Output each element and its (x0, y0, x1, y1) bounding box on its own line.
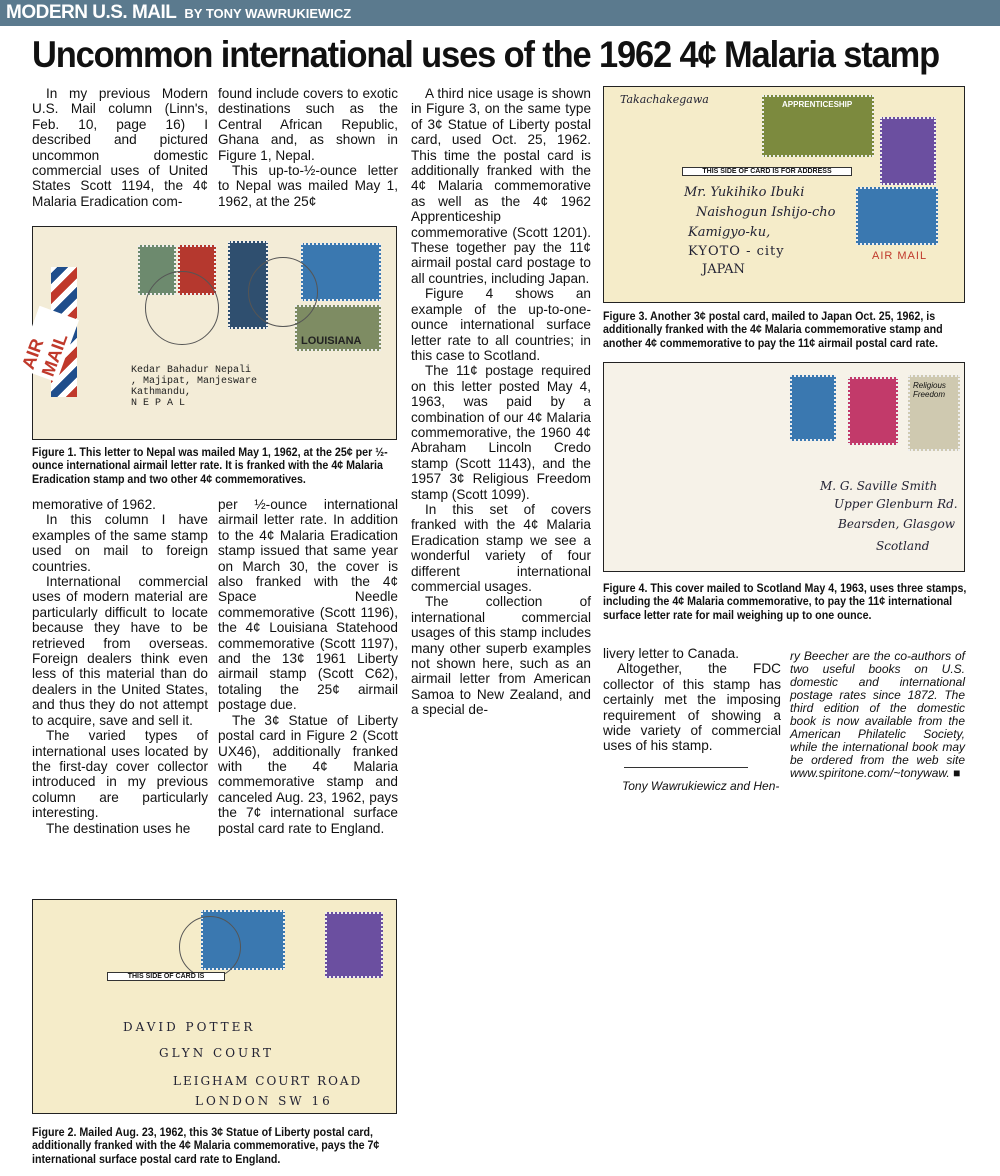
statue-of-liberty-imprint (880, 117, 936, 185)
paragraph: In my previous Modern U.S. Mail column (Linn's, Feb. 10, page 16) I described and pictured uncommon domestic commercial uses of United States Scott 1194, the 4¢ Malaria Eradication com- (32, 86, 208, 209)
column-2-bottom (218, 497, 398, 836)
column-kicker: MODERN U.S. MAIL (6, 2, 177, 23)
louisiana-label: LOUISIANA (301, 335, 362, 347)
paragraph: A third nice usage is shown in Figure 3, on the same type of 3¢ Statue of Liberty postal card, used Oct. 25, 1962. This time the postal card is additionally franked with the 4¢ Malaria commemorative as well as the 4¢ 1962 Apprenticeship commemorative (Scott 1201). These together pay the 11¢ airmail postal card postage to all countries, including Japan. (411, 86, 591, 286)
figure-4-caption: Figure 4. This cover mailed to Scotland May 4, 1963, uses three stamps, including the 4¢ Malaria commemorative, to pay the 11¢ international surface letter rate for mail weighing up to one ounce. (603, 582, 967, 622)
address-line: LEIGHAM COURT ROAD (173, 1074, 363, 1088)
address-line: Bearsden, Glasgow (838, 517, 956, 531)
religious-freedom-stamp (908, 375, 960, 451)
figure-3-caption: Figure 3. Another 3¢ postal card, mailed to Japan Oct. 25, 1962, is additionally franked with the 4¢ Malaria commemorative stamp and another 4¢ commemorative to pay the 11¢ airmail postal card rate. (603, 310, 943, 350)
column-1-top (32, 86, 208, 209)
paragraph: This up-to-½-ounce letter to Nepal was mailed May 1, 1962, at the 25¢ (218, 163, 398, 209)
paragraph: The 11¢ postage required on this letter posted May 4, 1963, was paid by a combination of our 4¢ Malaria commemorative, the 1960 4¢ Abraham Lincoln Credo stamp (Scott 1143), and the 1957 3¢ Religious Freedom stamp (Scott 1099). (411, 363, 591, 502)
address-line: Upper Glenburn Rd. (834, 497, 958, 511)
statue-of-liberty-imprint (325, 912, 383, 978)
address-block (131, 365, 257, 409)
address-line: KYOTO - city (688, 244, 785, 259)
headline: Uncommon international uses of the 1962 4¢ Malaria stamp (32, 34, 940, 75)
airmail-stripe (18, 267, 81, 397)
signature-rule (624, 767, 748, 768)
figure-1-cover (18, 226, 397, 440)
address-line: Mr. Yukihiko Ibuki (684, 185, 805, 200)
paragraph: In this set of covers franked with the 4¢ Malaria Eradication stamp we see a wonderful variety of four different international commercial usages. (411, 501, 591, 594)
paragraph: livery letter to Canada. (603, 646, 740, 661)
figure-4-cover (603, 362, 965, 572)
author-bio: ry Beecher are the co-authors of two useful books on U.S. domestic and international postage rates since 1872. The third edition of the domestic book is now available from the American Philatelic Society, while the international book may be ordered from the web site www.spiritone.com/~tonywaw. ■ (790, 649, 965, 780)
figure-1-caption: Figure 1. This letter to Nepal was mailed May 1, 1962, at the 25¢ per ½-ounce international airmail letter rate. It is franked with the 4¢ Malaria Eradication stamp and two other 4¢ commemoratives. (32, 446, 388, 486)
paragraph: memorative of 1962. (32, 497, 156, 512)
airmail-label: AIR MAIL (17, 306, 79, 382)
address-line: Kamigyo-ku, (688, 225, 771, 240)
paragraph: The collection of international commercial usages of this stamp includes many other superb examples not shown here, such as an airmail letter from American Samoa to New Zealand, and a special de- (411, 594, 591, 718)
figure-3-postal-card (603, 86, 965, 303)
address-line: N E P A L (131, 398, 186, 409)
postmark (248, 257, 318, 327)
religious-freedom-label: Religious Freedom (913, 381, 946, 399)
postmark (145, 271, 219, 345)
column-3 (411, 86, 591, 718)
column-header (0, 0, 1000, 26)
postmark (179, 916, 241, 978)
malaria-stamp (790, 375, 836, 441)
address-line: JAPAN (702, 262, 745, 277)
signature: Tony Wawrukiewicz and Hen- (622, 779, 780, 793)
paragraph: International commercial uses of modern material are particularly difficult to locate because they have to be retrieved from overseas. Foreign dealers think even less of this material than do dealers in the United States, and thus they do not attempt to acquire, save and sell it. (32, 574, 208, 728)
return-address: Takachakegawa (620, 93, 709, 106)
figure-2-postal-card (32, 899, 397, 1114)
paragraph: The 3¢ Statue of Liberty postal card in Figure 2 (Scott UX46), additionally franked with the 4¢ Malaria commemorative stamp and canceled Aug. 23, 1962, pays the 7¢ international surface postal card rate to England. (218, 712, 398, 836)
paragraph: Figure 4 shows an example of the up-to-one-ounce international surface letter rate to all countries; in this case to Scotland. (411, 286, 591, 363)
address-line: LONDON SW 16 (195, 1094, 333, 1108)
this-side-label: THIS SIDE OF CARD IS (107, 972, 225, 981)
paragraph: Altogether, the FDC collector of this stamp has certainly met the imposing requirement of showing a wide variety of commercial uses of his stamp. (603, 661, 781, 754)
byline: BY TONY WAWRUKIEWICZ (184, 5, 352, 21)
column-1-bottom (32, 497, 208, 836)
address-line: DAVID POTTER (123, 1020, 256, 1034)
apprenticeship-stamp (762, 95, 874, 157)
address-line: GLYN COURT (159, 1046, 274, 1060)
address-line: Kedar Bahadur Nepali (131, 365, 252, 376)
this-side-label: THIS SIDE OF CARD IS FOR ADDRESS (682, 167, 852, 176)
column-4 (603, 646, 781, 754)
paragraph: found include covers to exotic destinations such as the Central African Republic, Ghana and, as shown in Figure 1, Nepal. (218, 86, 398, 163)
address-line: , Majipat, Manjesware (131, 376, 258, 387)
address-line: Scotland (876, 539, 930, 553)
address-line: M. G. Saville Smith (820, 479, 938, 493)
address-line: Naishogun Ishijo-cho (696, 205, 836, 220)
column-2-top (218, 86, 398, 209)
lincoln-credo-stamp (848, 377, 898, 445)
paragraph: per ½-ounce international airmail letter rate. In addition to the 4¢ Malaria Eradication stamp issued that same year on March 30, the cover is also franked with the 4¢ Space Needle commemorative (Scott 1196), the 4¢ Louisiana Statehood commemorative (Scott 1197), and the 13¢ 1961 Liberty airmail stamp (Scott C62), totaling the 25¢ airmail postage due. (218, 497, 398, 713)
malaria-stamp (856, 187, 938, 245)
paragraph: The destination uses he (46, 820, 191, 836)
airmail-label: AIR MAIL (872, 250, 928, 262)
apprenticeship-label: APPRENTICESHIP (782, 100, 853, 109)
paragraph: The varied types of international uses located by the first-day cover collector introduced in my previous column are particularly interesting. (32, 728, 208, 821)
address-line: Kathmandu, (131, 387, 192, 398)
figure-2-caption: Figure 2. Mailed Aug. 23, 1962, this 3¢ Statue of Liberty postal card, additionally franked with the 4¢ Malaria commemorative, pays the 7¢ international surface postal card rate to England. (32, 1126, 380, 1166)
paragraph: In this column I have examples of the same stamp used on mail to foreign countries. (32, 512, 208, 574)
